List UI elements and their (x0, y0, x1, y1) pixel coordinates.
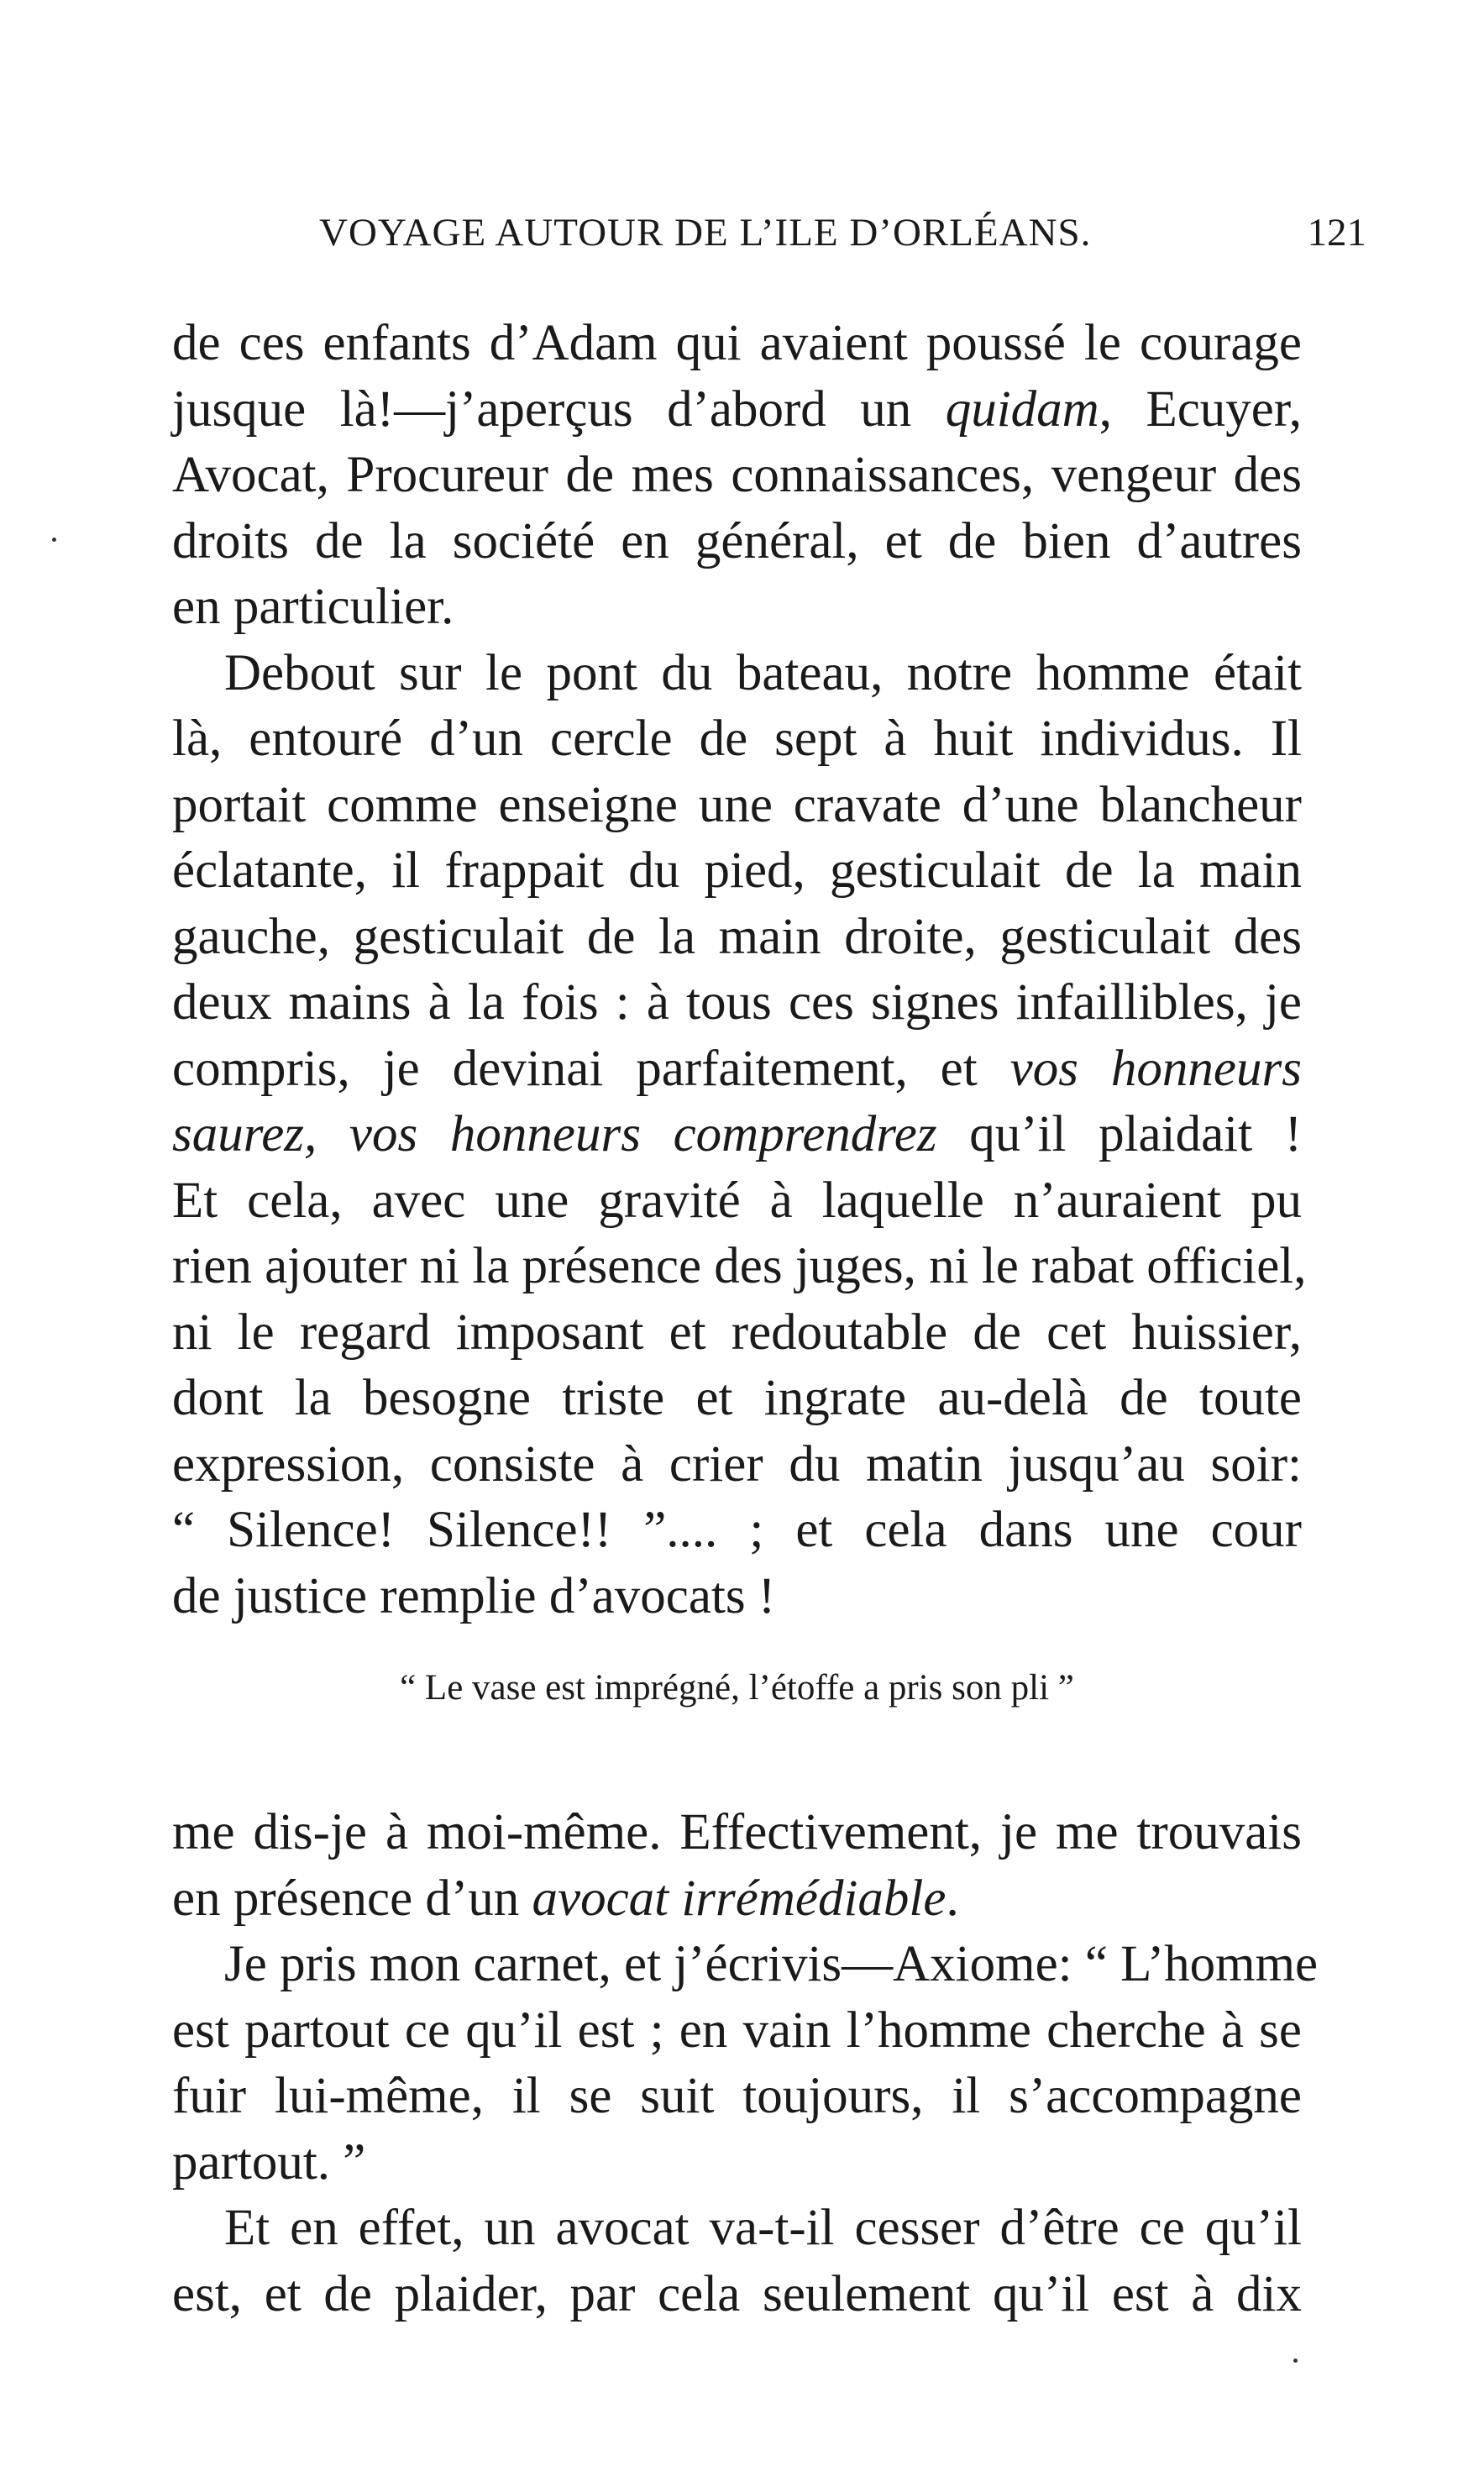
text-line: en présence d’un avocat irrémédiable. (172, 1870, 959, 1927)
text-line: Avocat, Procureur de mes connaissances, vengeur des (172, 447, 1302, 503)
text-line: là, entouré d’un cercle de sept à huit individus. Il (172, 711, 1302, 767)
running-header (172, 210, 1366, 269)
text-line: droits de la société en général, et de bien d’autres (172, 512, 1302, 569)
text-line: de justice remplie d’avocats ! (172, 1567, 776, 1624)
text-line: partout. ” (172, 2133, 366, 2191)
text-line: dont la besogne triste et ingrate au-delà de toute (172, 1370, 1302, 1426)
text-line: fuir lui-même, il se suit toujours, il s’accompagne (172, 2068, 1302, 2124)
text-block-2 (172, 1800, 1319, 2327)
text-line: compris, je devinai parfaitement, et vos honneurs (172, 1040, 1302, 1097)
text-line: expression, consiste à crier du matin jusqu’au soir: (172, 1435, 1302, 1493)
text-line: en particulier. (172, 579, 454, 635)
text-line: est partout ce qu’il est ; en vain l’homme cherche à se (172, 2002, 1302, 2059)
print-speck (1293, 2358, 1298, 2363)
text-line: ni le regard imposant et redoutable de cet huissier, (172, 1304, 1302, 1361)
running-title: VOYAGE AUTOUR DE L’ILE D’ORLÉANS. (319, 211, 1092, 254)
text-line: rien ajouter ni la présence des juges, ni le rabat officiel, (172, 1238, 1307, 1294)
text-line: “ Silence! Silence!! ”.... ; et cela dans une cour (172, 1502, 1302, 1558)
text-line: de ces enfants d’Adam qui avaient poussé le courage (172, 315, 1302, 371)
text-line: Je pris mon carnet, et j’écrivis—Axiome: “ L’homme (224, 1936, 1319, 1992)
verse-quote: “ Le vase est imprégné, l’étoffe a pris son pli ” (400, 1668, 1074, 1708)
page-number: 121 (1307, 211, 1366, 254)
text-line: gauche, gesticulait de la main droite, gesticulait des (172, 908, 1302, 965)
text-line: Debout sur le pont du bateau, notre homme était (224, 644, 1302, 701)
text-line: est, et de plaider, par cela seulement qu’il est à dix (172, 2265, 1302, 2322)
text-line: portait comme enseigne une cravate d’une blancheur (172, 776, 1302, 833)
text-line: deux mains à la fois : à tous ces signes infaillibles, je (172, 974, 1302, 1031)
text-line: éclatante, il frappait du pied, gesticulait de la main (172, 842, 1302, 899)
text-line: jusque là!—j’aperçus d’abord un quidam, Ecuyer, (172, 380, 1302, 438)
text-block-1 (172, 311, 1307, 1629)
text-line: saurez, vos honneurs comprendrez qu’il plaidait ! (172, 1106, 1303, 1162)
text-line: me dis-je à moi-même. Effectivement, je me trouvais (172, 1804, 1302, 1860)
print-speck (52, 538, 56, 542)
text-line: Et en effet, un avocat va-t-il cesser d’être ce qu’il (224, 2200, 1302, 2256)
text-line: Et cela, avec une gravité à laquelle n’auraient pu (172, 1172, 1302, 1229)
